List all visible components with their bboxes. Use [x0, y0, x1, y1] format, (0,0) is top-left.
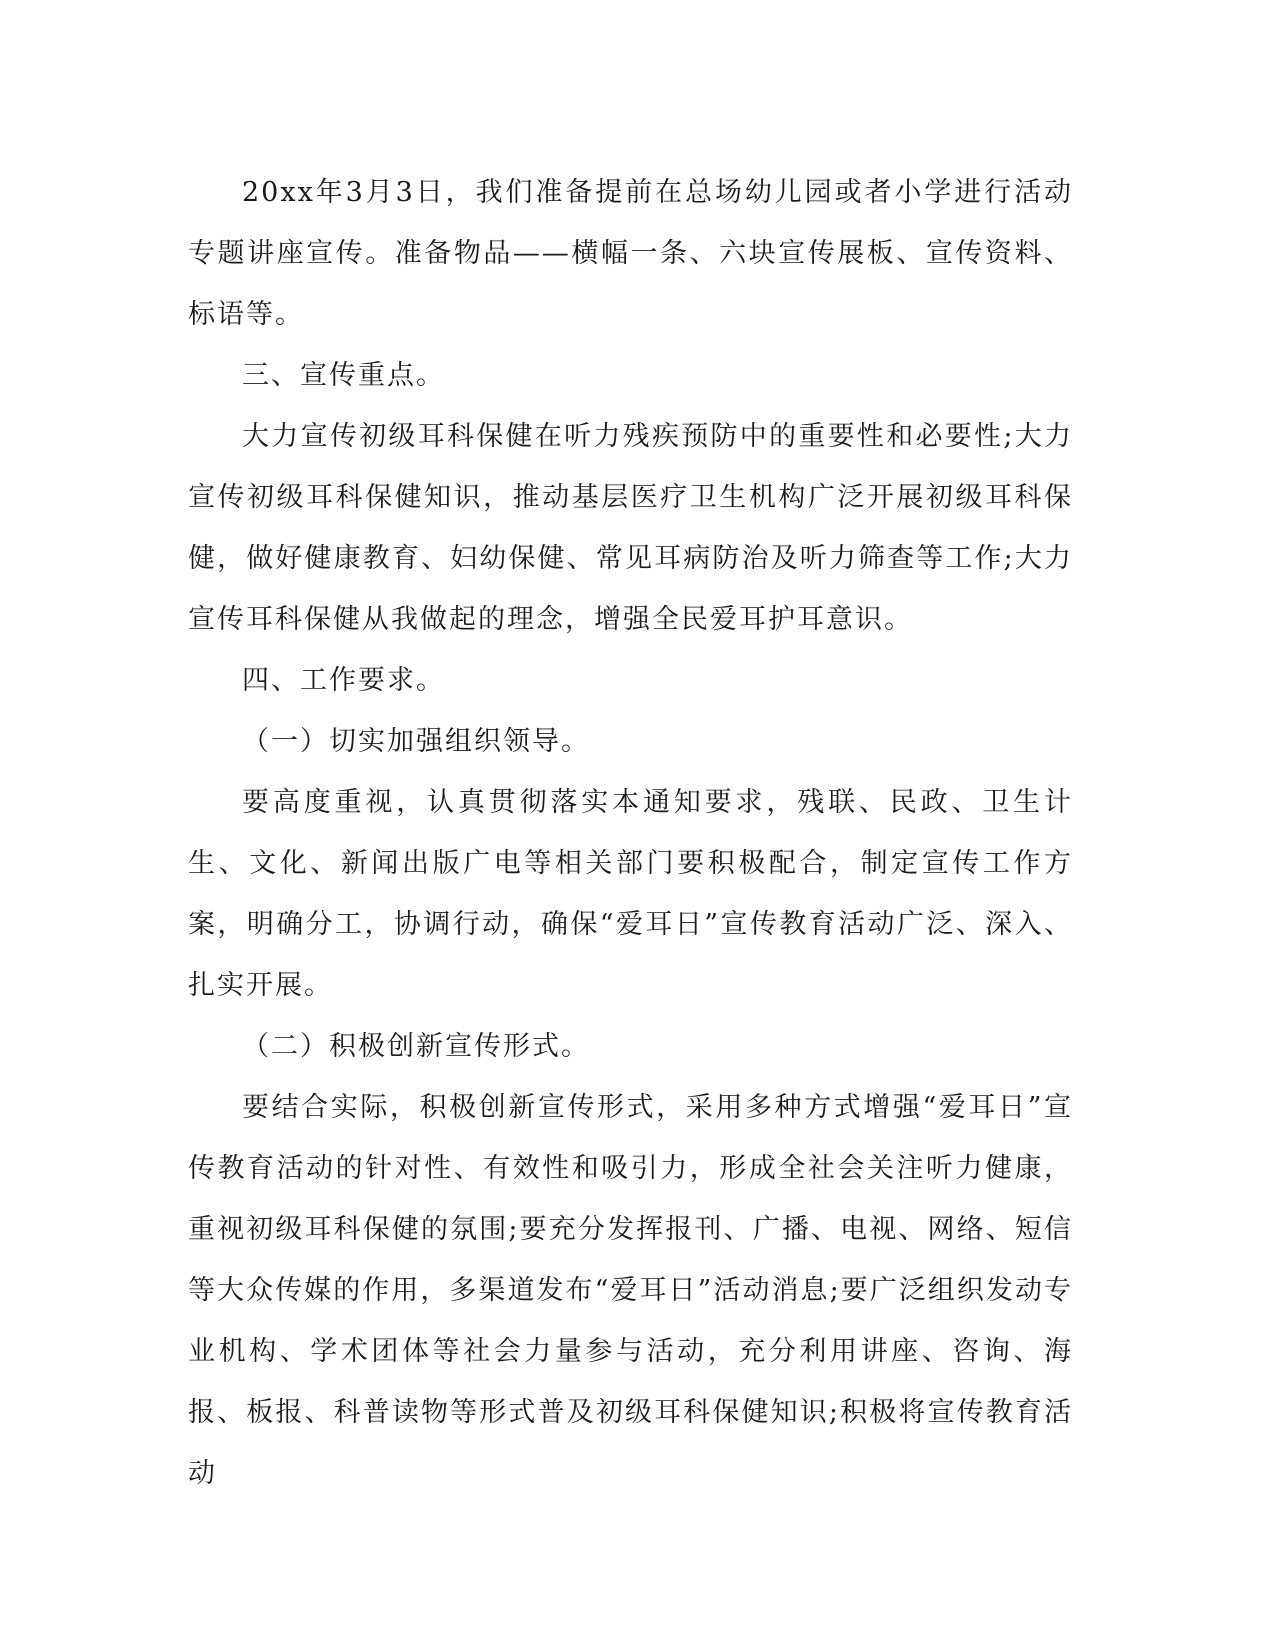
subsection-heading-leadership: （一）切实加强组织领导。 [242, 726, 590, 757]
paragraph-activity-prep: 20xx年3月3日，我们准备提前在总场幼儿园或者小学进行活动专题讲座宣传。准备物品——横幅一条、六块宣传展板、宣传资料、标语等。 [188, 177, 1073, 330]
paragraph-innovation-content: 要结合实际，积极创新宣传形式，采用多种方式增强“爱耳日”宣传教育活动的针对性、有效性和吸引力，形成全社会关注听力健康，重视初级耳科保健的氛围;要充分发挥报刊、广播、电视、网络、短信等大众传媒的作用，多渠道发布“爱耳日”活动消息;要广泛组织发动专业机构、学术团体等社会力量参与活动，充分利用讲座、咨询、海报、板报、科普读物等形式普及初级耳科保健知识;积极将宣传教育活动 [188, 1092, 1073, 1489]
document-body [188, 162, 1073, 1504]
paragraph-focus-content: 大力宣传初级耳科保健在听力残疾预防中的重要性和必要性;大力宣传初级耳科保健知识，推动基层医疗卫生机构广泛开展初级耳科保健，做好健康教育、妇幼保健、常见耳病防治及听力筛查等工作;大力宣传耳科保健从我做起的理念，增强全民爱耳护耳意识。 [188, 421, 1073, 635]
paragraph-leadership-content: 要高度重视，认真贯彻落实本通知要求，残联、民政、卫生计生、文化、新闻出版广电等相关部门要积极配合，制定宣传工作方案，明确分工，协调行动，确保“爱耳日”宣传教育活动广泛、深入、扎实开展。 [188, 787, 1073, 1001]
section-heading-requirements: 四、工作要求。 [242, 665, 445, 696]
subsection-heading-innovation: （二）积极创新宣传形式。 [242, 1031, 590, 1062]
section-heading-focus: 三、宣传重点。 [242, 360, 445, 391]
